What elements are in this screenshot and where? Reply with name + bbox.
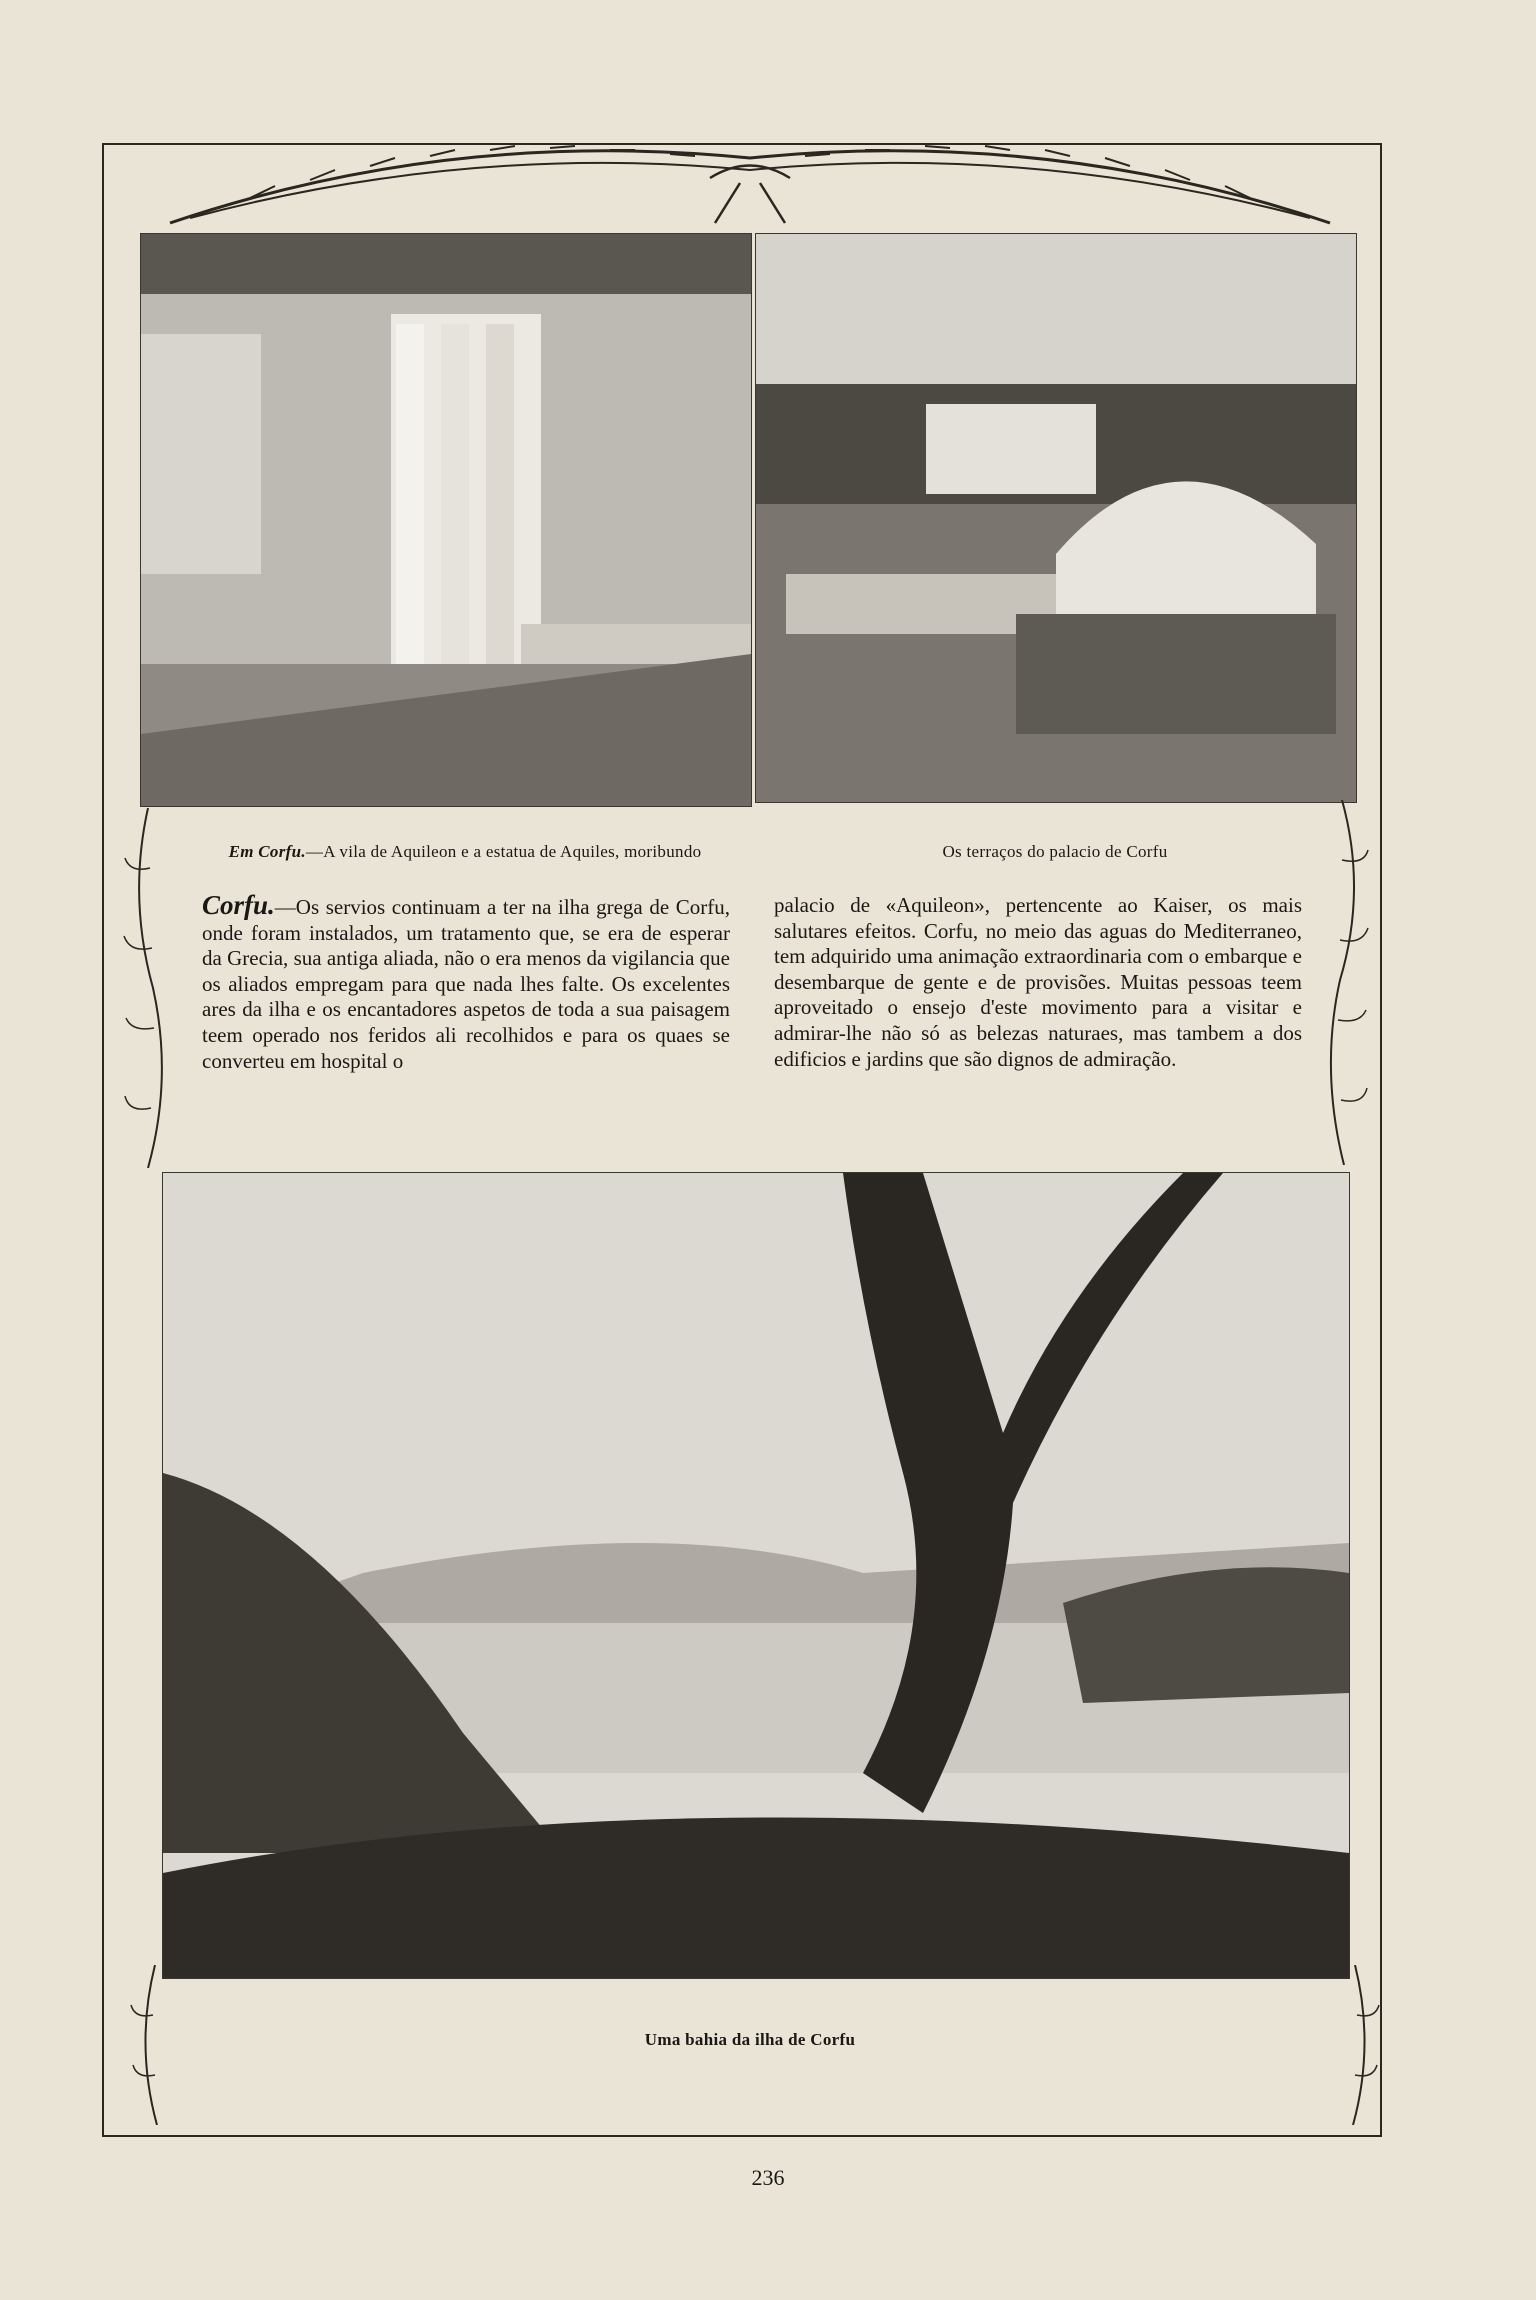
vine-ornament-left (118, 808, 178, 1168)
article-column-left (202, 890, 730, 1074)
article-column-right: palacio de «Aquileon», pertencente ao Kaiser, os mais salutares efeitos. Corfu, no meio das aguas do Mediterraneo, tem adquirido uma animação extraordinaria com o embarque e desembarque de gente e de provisões. Muitas pessoas teem aproveitado o ensejo d'este movimento para a visitar e admirar-lhe não só as belezas naturaes, mas tambem a dos edificios e jardins que são dignos de admiração. (774, 893, 1302, 1071)
villa-aquileon-photo (140, 233, 752, 807)
bay-photo-caption: Uma bahia da ilha de Corfu (644, 2030, 856, 2049)
article-lead: Corfu. (202, 890, 275, 920)
article-text-left: —Os servios continuam a ter na ilha grega de Corfu, onde foram instalados, um tratamento que, se era de esperar da Grecia, sua antiga aliada, não o era menos da vigilancia que os aliados empregam para que nada lhes falte. Os excelentes ares da ilha e os encantadores aspetos de toda a sua paisagem teem operado nos feridos ali recolhidos e para os quaes se converteu em hospital o (202, 895, 730, 1073)
terraces-photo-caption: Os terraços do palacio de Corfu (942, 842, 1168, 861)
caption-text: —A vila de Aquileon e a estatua de Aquiles, moribundo (305, 842, 702, 861)
palace-terraces-photo (755, 233, 1357, 803)
vine-ornament-left-bottom (125, 1965, 185, 2125)
villa-photo-caption (210, 842, 720, 861)
vine-ornament-right (1312, 800, 1374, 1165)
caption-title: Em Corfu. (228, 842, 306, 861)
corfu-bay-photo (162, 1172, 1350, 1979)
page-number: 236 (751, 2165, 785, 2190)
laurel-garland-ornament (150, 128, 1350, 228)
vine-ornament-right-bottom (1325, 1965, 1385, 2125)
